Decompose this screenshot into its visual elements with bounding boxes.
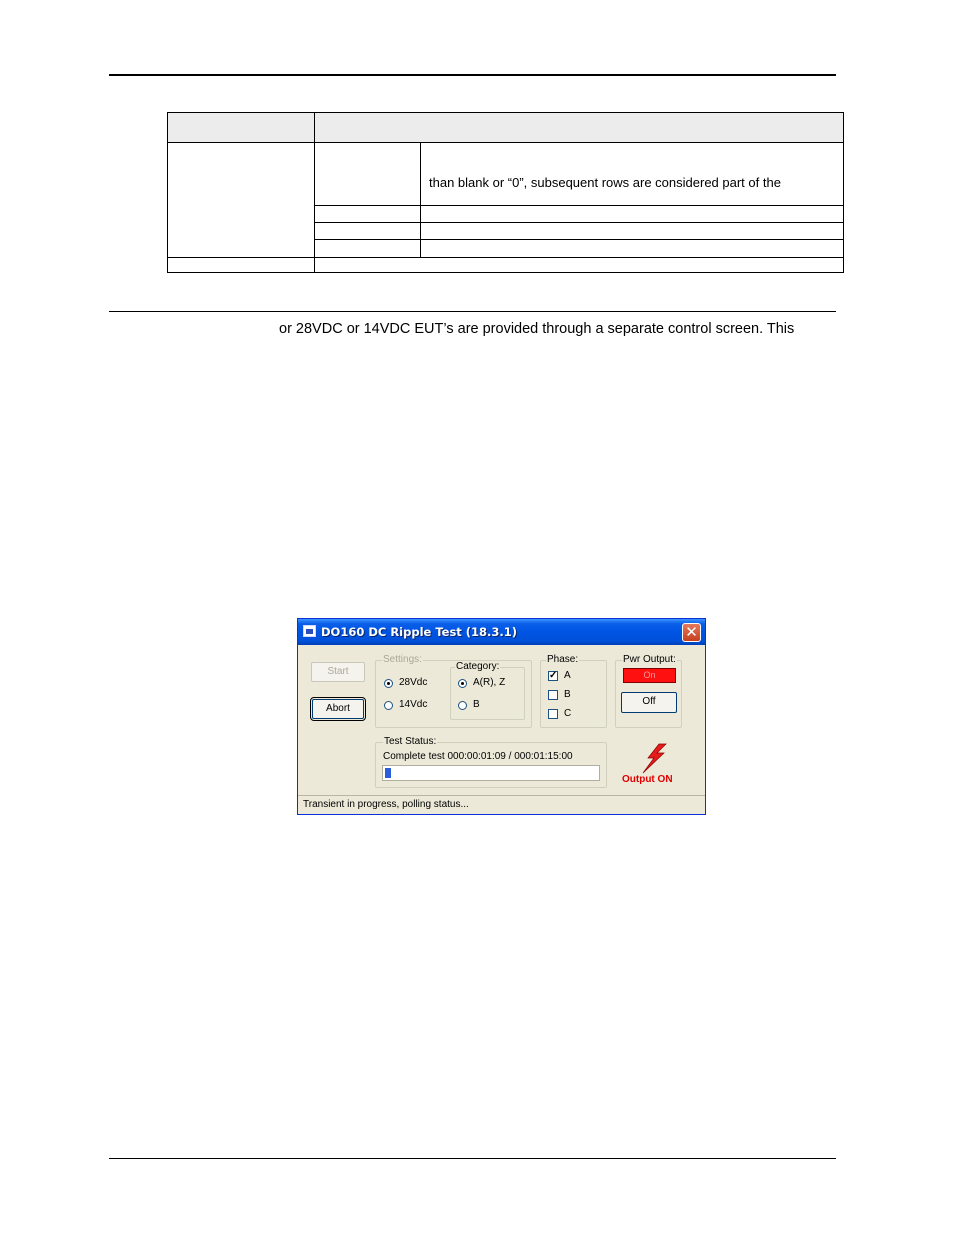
table-cell: [314, 239, 421, 258]
status-bar: [298, 795, 705, 814]
table-cell-text: than blank or “0”, subsequent rows are considered part of the: [429, 175, 781, 190]
test-status-text: Complete test 000:00:01:09 / 000:01:15:00: [383, 751, 573, 762]
table-cell: [314, 142, 421, 206]
footer-rule: [109, 1158, 836, 1159]
test-progress-fill: [385, 768, 391, 778]
header-rule: [109, 74, 836, 76]
power-off-button[interactable]: Off: [621, 692, 677, 713]
lightning-bolt-icon: [640, 743, 668, 774]
radio-14vdc[interactable]: [384, 701, 393, 710]
table-cell-group: [167, 142, 315, 258]
radio-category-arz-label: A(R), Z: [473, 677, 506, 688]
table-cell: [420, 239, 844, 258]
table-header-cell-2: [314, 112, 844, 143]
abort-button[interactable]: Abort: [312, 699, 364, 719]
radio-28vdc[interactable]: [384, 679, 393, 688]
status-bar-text: Transient in progress, polling status...: [303, 799, 469, 810]
phase-c-label: C: [564, 708, 572, 719]
category-label: Category:: [456, 661, 500, 672]
phase-a-label: A: [564, 670, 571, 681]
phase-a-checkbox[interactable]: ✓: [549, 670, 558, 681]
radio-28vdc-label: 28Vdc: [399, 677, 428, 688]
pwr-output-label: Pwr Output:: [623, 654, 676, 665]
test-progress-bar: [382, 765, 600, 781]
body-paragraph: or 28VDC or 14VDC EUT’s are provided through a separate control screen. This: [279, 321, 795, 337]
table-cell: [420, 142, 844, 206]
parameter-table: [167, 112, 844, 273]
power-on-indicator: On: [623, 668, 676, 683]
radio-14vdc-label: 14Vdc: [399, 699, 428, 710]
close-button[interactable]: ✕: [682, 623, 701, 642]
start-button[interactable]: Start: [311, 662, 365, 682]
table-cell: [314, 257, 844, 273]
category-group: [450, 661, 525, 720]
title-bar[interactable]: [298, 619, 705, 645]
table-cell: [420, 222, 844, 240]
phase-label: Phase:: [547, 654, 579, 665]
phase-c-checkbox[interactable]: [548, 709, 558, 719]
radio-category-b[interactable]: [458, 701, 467, 710]
phase-b-label: B: [564, 689, 571, 700]
table-header-cell-1: [167, 112, 315, 143]
radio-category-arz[interactable]: [458, 679, 467, 688]
phase-b-checkbox[interactable]: [548, 690, 558, 700]
window-title: DO160 DC Ripple Test (18.3.1): [321, 625, 518, 639]
table-cell: [314, 222, 421, 240]
section-rule: [109, 311, 836, 312]
table-cell: [167, 257, 315, 273]
radio-category-b-label: B: [473, 699, 480, 710]
settings-label: Settings:: [383, 654, 422, 665]
output-on-label: Output ON: [622, 774, 673, 785]
test-status-label: Test Status:: [384, 736, 437, 747]
table-cell: [420, 205, 844, 223]
table-cell: [314, 205, 421, 223]
app-icon: [303, 625, 316, 637]
